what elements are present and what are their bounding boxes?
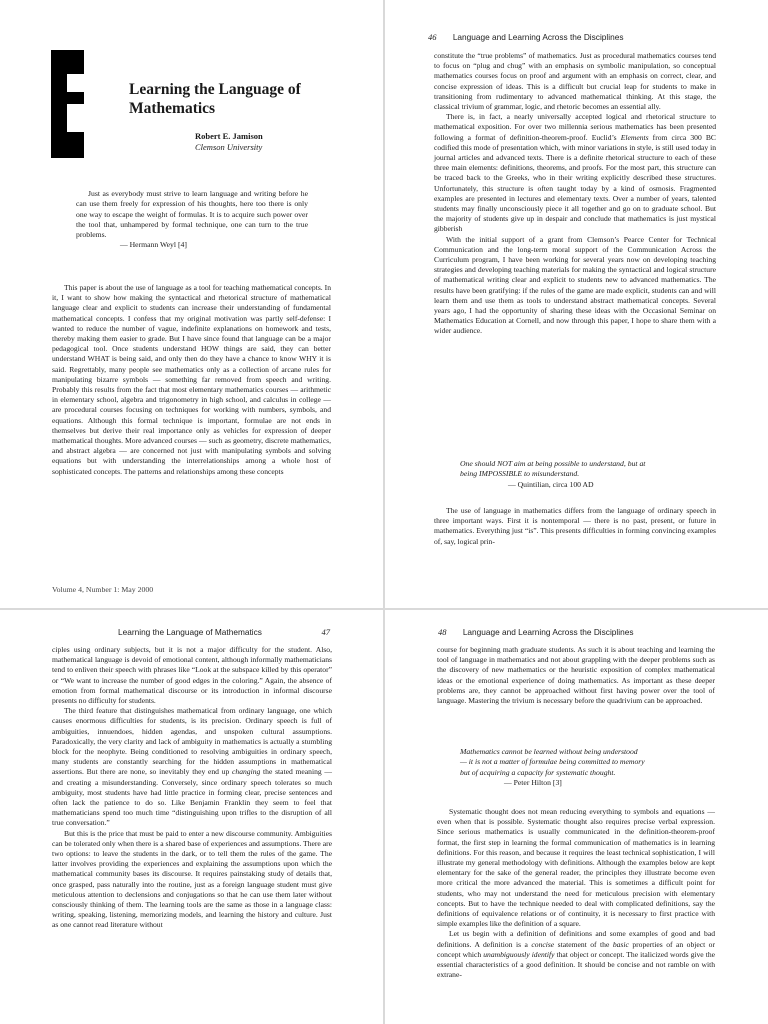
running-header [428,32,623,42]
logo-bar-vertical [51,50,67,158]
logo-hole-top [67,74,84,92]
pull-quote [460,747,710,788]
running-header [438,627,633,637]
epigraph [76,189,308,251]
logo-hole-bottom [67,104,84,132]
paragraph: ciples using ordinary subjects, but it is not a major difficulty for the student. Also, mathematical language is devoid of emotional content, although informally mathematicians tend to enliven their speech with phrases like “Look at the subspace killed by this operator” or “We want to increase the number of good edges in the coloring.” Again, the absence of emotion from formal mathematical discourse or its introduction in informal discourse presents no difficulty for students. [52,645,332,706]
title-line-1: Learning the Language of [129,81,301,98]
body-text [52,645,332,931]
running-head-title: Language and Learning Across the Disciplines [452,32,624,42]
page-46 [385,0,768,608]
paragraph: This paper is about the use of language as a tool for teaching mathematical concepts. In it, I want to show how making the syntactical and rhetorical structure of mathematical language clear and explicit to students can increase their understanding of fundamental mathematical concepts. I confess that my original motivation was partly self-defense: I wanted to reduce the number of vague, indefinite explanations on homework and tests, thereby making them easier to grade. But I have since found that language can be a major pedagogical tool. Once students understand HOW things are said, they can better understand WHAT is being said, and only then do they have a chance to know WHY it is said. Regrettably, many people see mathematics only as a collection of arcane rules for manipulating bizarre symbols — something far removed from speech and writing. Probably this results from the fact that most elementary mathematics courses — arithmetic in elementary school, algebra and trigonometry in high school, and calculus in college — are procedural courses focusing on techniques for working with numbers, symbols, and equations. Although this formal technique is important, formulae are not ends in themselves but derive their real importance only as vehicles for expression of deeper mathematical thoughts. More advanced courses — such as geometry, discrete mathematics, and abstract algebra — are concerned not just with manipulating symbols and solving equations but with understanding the interrelationships among a whole host of sophisticated concepts. The patterns and relationships among these concepts [52,283,331,476]
body-text [434,51,716,337]
page-47 [0,610,383,1024]
running-head-title: Learning the Language of Mathematics [118,627,262,637]
page-48 [385,610,768,1024]
title-line-2: Mathematics [129,100,216,117]
paragraph: course for beginning math graduate students. As such it is about teaching and learning the tool of language in mathematics and not about grappling with the deeper problems such as the discovery of new mathematics or the heuristic exposition of complex mathematical ideas or the emotional experience of doing mathematics. As important as these deeper problems are, they cannot be approached without first having power over the tool of language. Mastering the trivium is necessary before the quadrivium can be approached. [437,645,715,706]
page-number: 46 [428,32,437,42]
body-text-continued [437,807,715,980]
paragraph: But this is the price that must be paid to enter a new discourse community. Ambiguities can be tolerated only when there is a shared base of experiences and assumptions. There are two options: to leave the students in the dark, or to tell them the rules of the game. The latter involves providing the experiences and explaining the assumptions upon which the mathematical community bases its discourse. It requires painstaking study of details that, once grasped, pass naturally into the routine, just as a foreign language student must give meticulous attention to declensions and conjugations so that he can use them later without consciously thinking of them. The learning tools are the same as those in a language class: writing, speaking, listening, memorizing models, and learning the history and culture. Just as one cannot read literature without [52,828,332,930]
paragraph: constitute the “true problems” of mathematics. Just as procedural mathematics courses tend to focus on “plug and chug” with an emphasis on symbolic manipulation, so conceptual mathematics courses focus on proof and argument with an emphasis on correct, clear, and concise expression of ideas. This is a difficult but crucial leap for students to make in transitioning from rudimentary to advanced mathematical thinking. At this stage, the classical trivium of grammar, logic, and rhetoric becomes an essential ally. [434,51,716,112]
quote-line-1: Mathematics cannot be learned without being understood [460,747,638,756]
pull-quote [460,459,710,490]
running-header [118,627,330,637]
quote-line-2: being IMPOSSIBLE to misunderstand. [460,469,580,479]
running-head-title: Language and Learning Across the Disciplines [462,627,634,637]
quote-line-3: but of acquiring a capacity for systematic thought. [460,767,616,777]
page-45 [0,0,383,608]
paragraph: Systematic thought does not mean reducing everything to symbols and equations — even when that is possible. Systematic thought also requires precise verbal expression. Since serious mathematics is usually communicated in the definition-theorem-proof format, the first step in learning the formal communication of mathematics is in learning definitions. For this reason, and because it requires the least technical sophistication, I will illustrate my general methodology with definitions. Although the examples below are kept elementary for the sake of the general reader, the principles they illustrate become even more critical the more advanced the material. This is sometimes a difficult point for students, who may not understand the need for meticulous precision with elementary concepts. But to have the technique needed to deal with complicated definitions, say the definitions of equivalence relations or of continuity, it is necessary to first practice with simple examples like the definition of a square. [437,807,715,929]
body-text [52,283,331,477]
journal-footer: Volume 4, Number 1: May 2000 [52,585,154,594]
article-title [129,80,369,118]
paragraph: Let us begin with a definition of definitions and some examples of good and bad definitions. A definition is a concise statement of the basic properties of an object or concept which unambiguously identify that object or concept. The italicized words give the essential characteristics of a good definition. It should be concise and not ramble on with extrane- [437,929,716,980]
epigraph-attribution: — Hermann Weyl [4] [120,240,187,250]
quote-attribution: — Peter Hilton [3] [504,777,562,787]
page-number: 47 [321,627,330,637]
body-text [437,645,715,706]
quote-line-2: — it is not a matter of formulae being committed to memory [460,757,645,767]
paragraph: With the initial support of a grant from Clemson’s Pearce Center for Technical Communication and the long-term moral support of the Communication Across the Curriculum program, I have been working for several years now on developing teaching strategies and developing teaching materials for making the syntactical and logical structure of mathematical writing clear and explicit to students new to advanced mathematics. The results have been gratifying: if the rules of the game are made explicit, students can and will learn them and use them as tools to understand abstract mathematical concepts. Several years ago, I had the opportunity of sharing these ideas with the Occasional Seminar on Mathematics Education at Cornell, and now through this paper, I hope to share them with a wider audience. [434,234,716,336]
paragraph: The use of language in mathematics differs from the language of ordinary speech in three important ways. First it is nontemporal — there is no past, present, or future in mathematics. Everything just “is”. This presents difficulties in forming convincing examples of, say, logical prin- [434,506,716,546]
quote-attribution: — Quintilian, circa 100 AD [508,479,594,489]
epigraph-text: Just as everybody must strive to learn language and writing before he can use them freely for expression of his thoughts, here too there is only one way to escape the weight of formulas. It is to acquire such power over the tool that, unhampered by formal technique, one can turn to the true problems. [76,189,308,240]
paragraph: There is, in fact, a nearly universally accepted logical and rhetorical structure to mathematical exposition. For over two millennia serious mathematics has been presented following a format of definition-theorem-proof. Euclid’s Elements from circa 300 BC codified this mode of presentation which, with minor variations in style, is still used today in journal articles and advanced texts. There is a definite rhetorical structure to each of these three main elements: definitions, theorems, and proofs. For the most part, this structure can be traced back to the Greeks, who in their writing explicitly described these structures. Unfortunately, this structure is often taught today by a kind of osmosis. Fragmented examples are presented in lectures and elementary texts. Over a number of years, talented students may finally unconsciously piece it all together and go on to graduate school. But the majority of students give up in despair and conclude that mathematics is just mystical gibberish [434,112,716,234]
quote-line-1: One should NOT aim at being possible to understand, but at [460,459,646,468]
paragraph: The third feature that distinguishes mathematical from ordinary language, one which causes enormous difficulties for students, is its precision. Ordinary speech is full of ambiguities, innuendoes, hidden agendas, and unspoken cultural assumptions. Paradoxically, the very clarity and lack of ambiguity in mathematics is actually a stumbling block for the neophyte. Being conditioned to resolving ambiguities in ordinary speech, many students are constantly searching for the hidden assumptions in mathematical assertions. But there are none, so inevitably they end up changing the stated meaning — and creating a misunderstanding. Conversely, since ordinary speech tolerates so much ambiguity, most students have had little practice in forming clear, precise sentences and often lack the patience to do so. Like Benjamin Franklin they seem to feel that mathematicians spend too much time “distinguishing upon trifles to the disruption of all true conversation.” [52,706,332,828]
body-text-continued [434,506,716,547]
page-number: 48 [438,627,447,637]
author-affiliation: Clemson University [195,142,263,152]
author-name: Robert E. Jamison [195,131,263,141]
